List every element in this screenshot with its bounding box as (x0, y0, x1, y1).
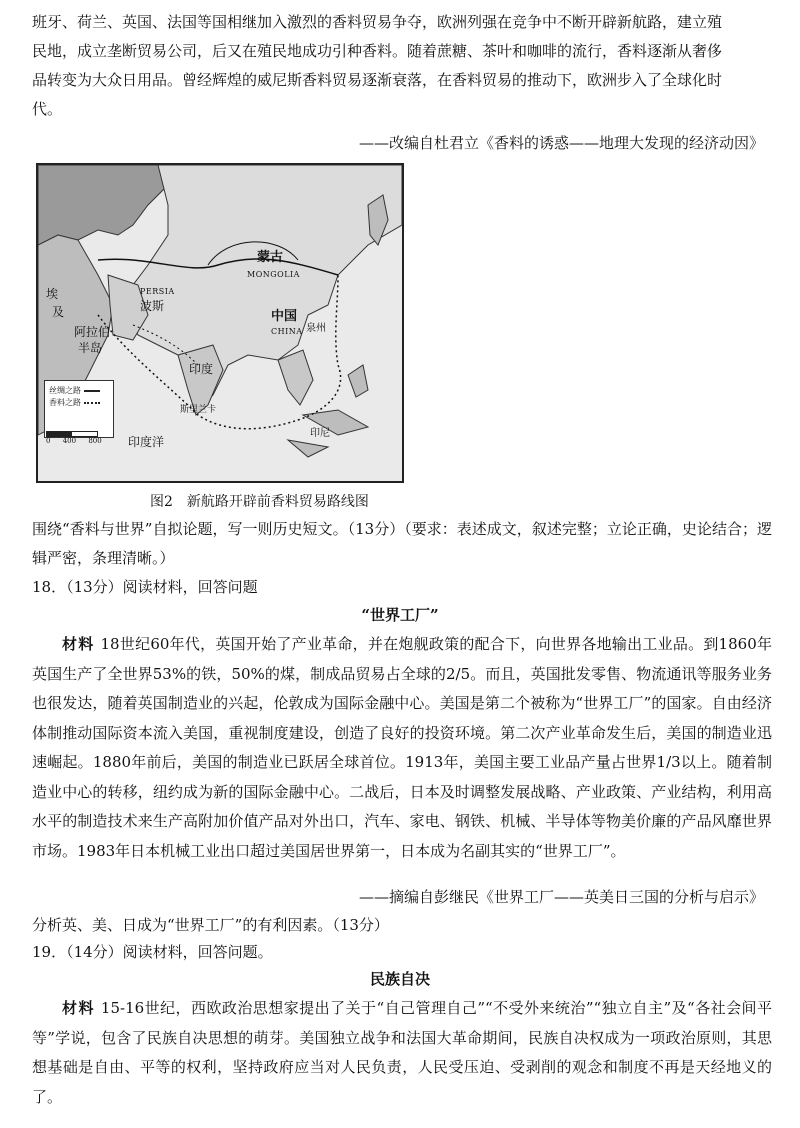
question-19-title: 民族自决 (369, 970, 430, 988)
legend-dotted-line (84, 402, 100, 404)
intro-line-1: 班牙、荷兰、英国、法国等国相继加入激烈的香料贸易争夺，欧洲列强在竞争中不断开辟新航路，建立殖 (32, 13, 723, 31)
question-18-task: 分析英、美、日成为“世界工厂”的有利因素。（13分） (32, 916, 389, 934)
scale-400: 400 (62, 437, 77, 445)
label-persia-en: PERSIA (140, 287, 175, 296)
label-egypt-1: 埃 (46, 287, 59, 301)
label-east-indies: 印尼 (310, 428, 330, 439)
legend-silk-road (49, 385, 109, 397)
intro-line-3: 品转变为大众日用品。曾经辉煌的威尼斯香料贸易逐渐衰落，在香料贸易的推动下，欧洲步入了全球化时 (32, 71, 723, 89)
label-india: 印度 (189, 362, 214, 376)
figure-caption: 图2 新航路开辟前香料贸易路线图 (150, 494, 369, 510)
question-18-title: “世界工厂” (361, 606, 439, 624)
legend-spice-road (49, 397, 109, 409)
legend-silk-road-label: 丝绸之路 (49, 386, 81, 395)
label-arabia-2: 半岛 (78, 341, 103, 355)
scale-800: 800 (88, 437, 102, 445)
question-19-head: 19．（14分）阅读材料，回答问题。 (32, 943, 273, 961)
label-indian-ocean: 印度洋 (128, 435, 165, 449)
label-egypt-2: 及 (52, 305, 65, 319)
label-mongolia-cn: 蒙古 (257, 250, 284, 265)
label-quanzhou: 泉州 (306, 323, 326, 334)
map-scale (46, 431, 102, 445)
task-17: 围绕“香料与世界”自拟论题，写一则历史短文。（13分）（要求：表述成文，叙述完整；立论正确，史论结合；逻辑严密，条理清晰。） (32, 520, 772, 567)
citation-1: ——改编自杜君立《香料的诱惑——地理大发现的经济动因》 (358, 134, 764, 152)
question-18-citation: ——摘编自彭继民《世界工厂——英美日三国的分析与启示》 (358, 888, 764, 906)
question-18-material (32, 630, 772, 866)
scale-0: 0 (46, 437, 51, 445)
question-19-material-label: 材料 (62, 999, 95, 1017)
question-19-material (32, 994, 772, 1112)
legend-solid-line (84, 390, 100, 392)
legend-spice-road-label: 香料之路 (49, 398, 81, 407)
question-18-material-label: 材料 (62, 635, 95, 653)
label-arabia-1: 阿拉伯 (74, 325, 111, 339)
label-ceylon: 斯里兰卡 (180, 405, 217, 415)
intro-line-4: 代。 (32, 100, 63, 118)
question-18-material-text: 18世纪60年代，英国开始了产业革命，并在炮舰政策的配合下，向世界各地输出工业品。到1860年英国生产了全世界53%的铁，50%的煤，制成品贸易占全球的2/5。而且，英国批发零售、物流通讯等服务业务也很发达，随着英国制造业的兴起，伦敦成为国际金融中心。美国是第二个被称为“世界工厂”的国家。自由经济体制推动国际资本流入美国，重视制度建设，创造了良好的投资环境。第二次产业革命发生后，美国的制造业迅速崛起。1880年前后，美国的制造业已跃居全球首位。1913年，美国主要工业品产量占世界1/3以上。随着制造业中心的转移，纽约成为新的国际金融中心。二战后，日本及时调整发展战略、产业政策、产业结构，利用高水平的制造技术来生产高附加价值产品对外出口，汽车、家电、钢铁、机械、半导体等物美价廉的产品风靡世界市场。1983年日本机械工业出口超过美国居世界第一，日本成为名副其实的“世界工厂”。 (32, 635, 772, 860)
map-legend (44, 380, 114, 438)
spice-trade-route-map (36, 163, 404, 483)
question-18-head: 18．（13分）阅读材料，回答问题 (32, 578, 258, 596)
intro-paragraph (32, 8, 772, 124)
intro-line-2: 民地，成立垄断贸易公司，后又在殖民地成功引种香料。随着蔗糖、茶叶和咖啡的流行，香料逐渐从奢侈 (32, 42, 723, 60)
label-china-en: CHINA (271, 327, 303, 336)
label-china-cn: 中国 (271, 309, 298, 324)
label-mongolia-en: MONGOLIA (247, 270, 300, 279)
label-persia-cn: 波斯 (140, 299, 165, 313)
question-19-material-text: 15-16世纪，西欧政治思想家提出了关于“自己管理自己”“不受外来统治”“独立自主”及“各社会间平等”学说，包含了民族自决思想的萌芽。美国独立战争和法国大革命期间，民族自决权成为一项政治原则，其思想基础是自由、平等的权利，坚持政府应当对人民负责，人民受压迫、受剥削的观念和制度不再是天经地义的了。 (32, 999, 772, 1106)
